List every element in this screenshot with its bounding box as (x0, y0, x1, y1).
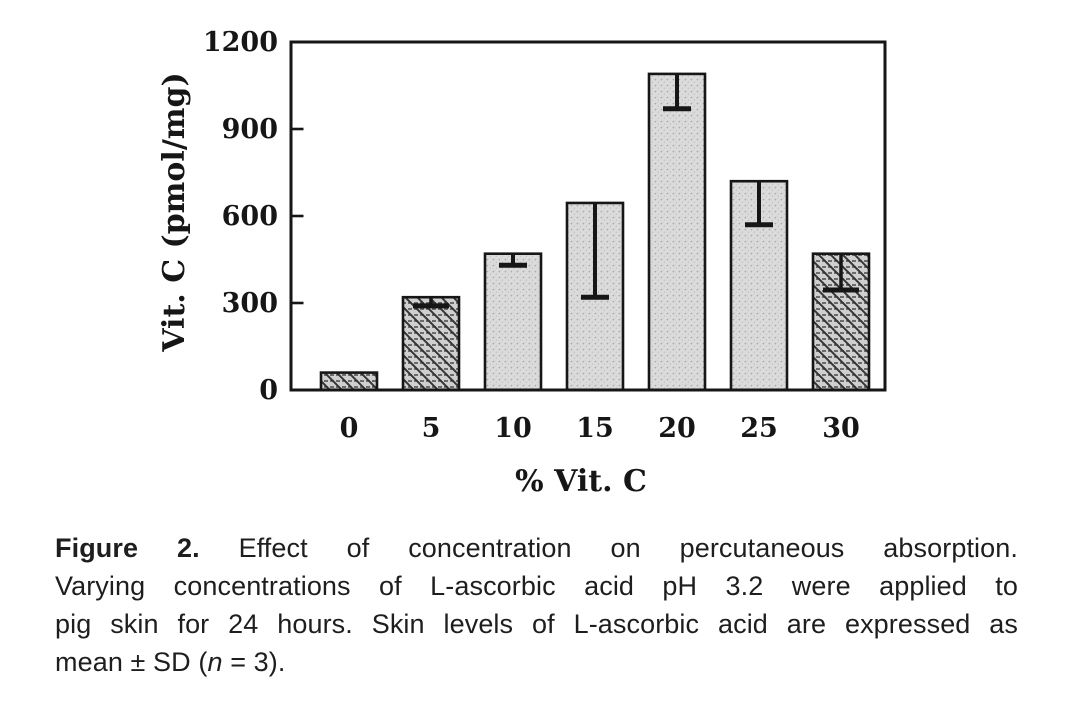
caption-line (55, 529, 1018, 567)
bar-5pct (403, 297, 459, 390)
y-tick-label: 600 (221, 201, 278, 232)
caption-text: pig skin for 24 hours. Skin levels of L-ascorbic acid are expressed as (55, 609, 1018, 639)
y-axis-title: Vit. C (pmol/mg) (157, 72, 192, 352)
x-tick-label: 30 (822, 413, 860, 444)
x-tick-label: 25 (740, 413, 778, 444)
caption-line (55, 643, 1018, 681)
caption-text: n (207, 647, 223, 677)
x-tick-label: 5 (421, 413, 441, 444)
x-tick-label: 10 (494, 413, 532, 444)
y-tick-label: 1200 (202, 27, 278, 58)
y-tick-label: 0 (259, 375, 278, 406)
x-tick-label: 20 (658, 413, 696, 444)
x-tick-label: 0 (339, 413, 359, 444)
caption-text: Effect of concentration on percutaneous absorption. (199, 533, 1018, 563)
bar-20pct (649, 74, 705, 390)
caption-text: Figure 2. (55, 533, 200, 563)
figure-caption (55, 529, 1018, 681)
y-tick-label: 900 (221, 114, 278, 145)
caption-line (55, 605, 1018, 643)
x-axis-title: % Vit. C (515, 464, 647, 499)
caption-line (55, 567, 1018, 605)
x-tick-label: 15 (576, 413, 614, 444)
y-tick-label: 300 (221, 288, 278, 319)
caption-text: mean ± SD ( (55, 647, 208, 677)
caption-text: = 3). (222, 647, 286, 677)
caption-text: Varying concentrations of L-ascorbic acid pH 3.2 were applied to (55, 571, 1018, 601)
bar-0pct (321, 373, 377, 390)
bar-10pct (485, 254, 541, 390)
